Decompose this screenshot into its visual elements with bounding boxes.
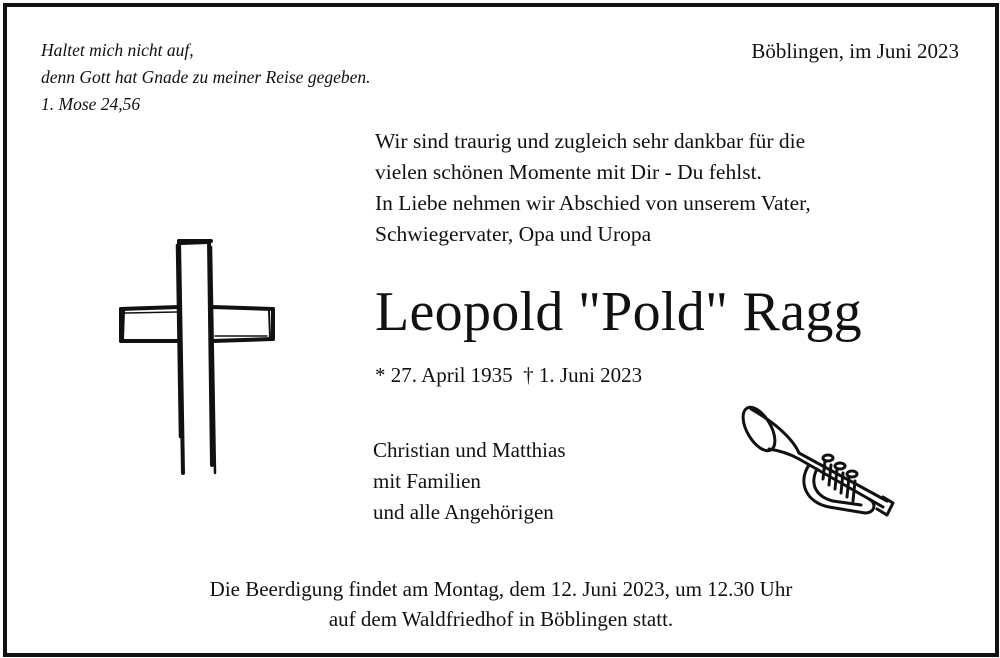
mourners	[373, 435, 566, 528]
obituary-frame	[3, 3, 999, 657]
funeral-notice	[7, 574, 995, 634]
life-dates: * 27. April 1935 † 1. Juni 2023	[375, 363, 643, 387]
funeral-line: auf dem Waldfriedhof in Böblingen statt.	[328, 607, 674, 631]
intro-line: Schwiegervater, Opa und Uropa	[375, 222, 652, 246]
intro-line: Wir sind traurig und zugleich sehr dankbar für die	[375, 129, 806, 153]
mourner-line: und alle Angehörigen	[373, 500, 554, 524]
deceased-name: Leopold "Pold" Ragg	[375, 281, 862, 343]
intro-line: In Liebe nehmen wir Abschied von unserem Vater,	[375, 191, 811, 215]
mourner-line: Christian und Matthias	[373, 438, 566, 462]
cross-icon	[117, 237, 277, 477]
intro-line: vielen schönen Momente mit Dir - Du fehlst.	[375, 160, 762, 184]
verse-reference: 1. Mose 24,56	[41, 94, 141, 114]
intro-text	[375, 126, 811, 250]
place-date: Böblingen, im Juni 2023	[751, 39, 959, 63]
verse-line: denn Gott hat Gnade zu meiner Reise gegeben.	[41, 67, 371, 87]
funeral-line: Die Beerdigung findet am Montag, dem 12. Juni 2023, um 12.30 Uhr	[209, 577, 793, 601]
trumpet-icon	[737, 403, 897, 528]
bible-verse	[41, 37, 371, 118]
verse-line: Haltet mich nicht auf,	[41, 40, 194, 60]
mourner-line: mit Familien	[373, 469, 481, 493]
